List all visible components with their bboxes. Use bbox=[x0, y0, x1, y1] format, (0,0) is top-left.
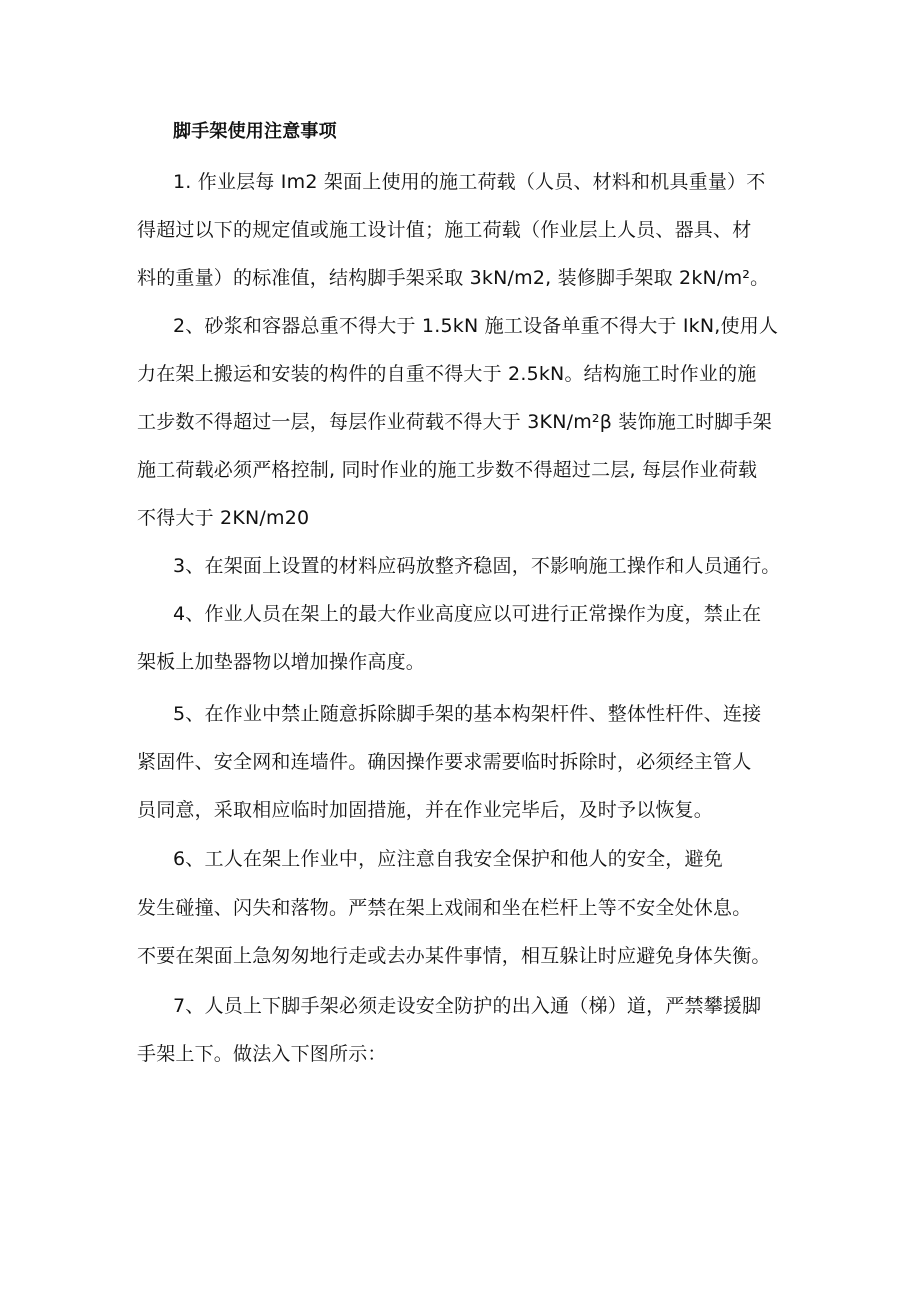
paragraph-1-line-3: 料的重量）的标准值，结构脚手架采取 3kN/m2, 装修脚手架取 2kN/m²。 bbox=[137, 267, 770, 289]
paragraph-5-line-3: 员同意，采取相应临时加固措施，并在作业完毕后，及时予以恢复。 bbox=[137, 799, 714, 821]
paragraph-5-line-2: 紧固件、安全网和连墙件。确因操作要求需要临时拆除时，必须经主管人 bbox=[137, 751, 752, 773]
paragraph-6-line-1: 6、工人在架上作业中，应注意自我安全保护和他人的安全，避免 bbox=[173, 848, 723, 870]
paragraph-3-line-1: 3、在架面上设置的材料应码放整齐稳固，不影响施工操作和人员通行。 bbox=[173, 555, 781, 577]
paragraph-1-line-2: 得超过以下的规定值或施工设计值；施工荷载（作业层上人员、器具、材 bbox=[137, 219, 752, 241]
paragraph-2-line-4: 施工荷载必须严格控制, 同时作业的施工步数不得超过二层, 每层作业荷载 bbox=[137, 459, 758, 481]
paragraph-2-line-5: 不得大于 2KN/m20 bbox=[137, 507, 310, 529]
paragraph-6-line-3: 不要在架面上急匆匆地行走或去办某件事情，相互躲让时应避免身体失衡。 bbox=[137, 945, 771, 967]
paragraph-4-line-1: 4、作业人员在架上的最大作业高度应以可进行正常操作为度，禁止在 bbox=[173, 603, 762, 625]
paragraph-7-line-1: 7、人员上下脚手架必须走设安全防护的出入通（梯）道，严禁攀援脚 bbox=[173, 995, 762, 1017]
document-title: 脚手架使用注意事项 bbox=[173, 121, 337, 142]
paragraph-5-line-1: 5、在作业中禁止随意拆除脚手架的基本构架杆件、整体性杆件、连接 bbox=[173, 703, 762, 725]
paragraph-6-line-2: 发生碰撞、闪失和落物。严禁在架上戏闹和坐在栏杆上等不安全处休息。 bbox=[137, 897, 752, 919]
paragraph-1-line-1: 1. 作业层每 Im2 架面上使用的施工荷载（人员、材料和机具重量）不 bbox=[173, 171, 766, 193]
paragraph-2-line-2: 力在架上搬运和安装的构件的自重不得大于 2.5kN。结构施工时作业的施 bbox=[137, 363, 757, 385]
paragraph-7-line-2: 手架上下。做法入下图所示： bbox=[137, 1043, 387, 1065]
paragraph-4-line-2: 架板上加垫器物以增加操作高度。 bbox=[137, 651, 426, 673]
paragraph-2-line-3: 工步数不得超过一层，每层作业荷载不得大于 3KN/m²β 装饰施工时脚手架 bbox=[137, 411, 772, 433]
paragraph-2-line-1: 2、砂浆和容器总重不得大于 1.5kN 施工设备单重不得大于 IkN,使用人 bbox=[173, 315, 779, 337]
